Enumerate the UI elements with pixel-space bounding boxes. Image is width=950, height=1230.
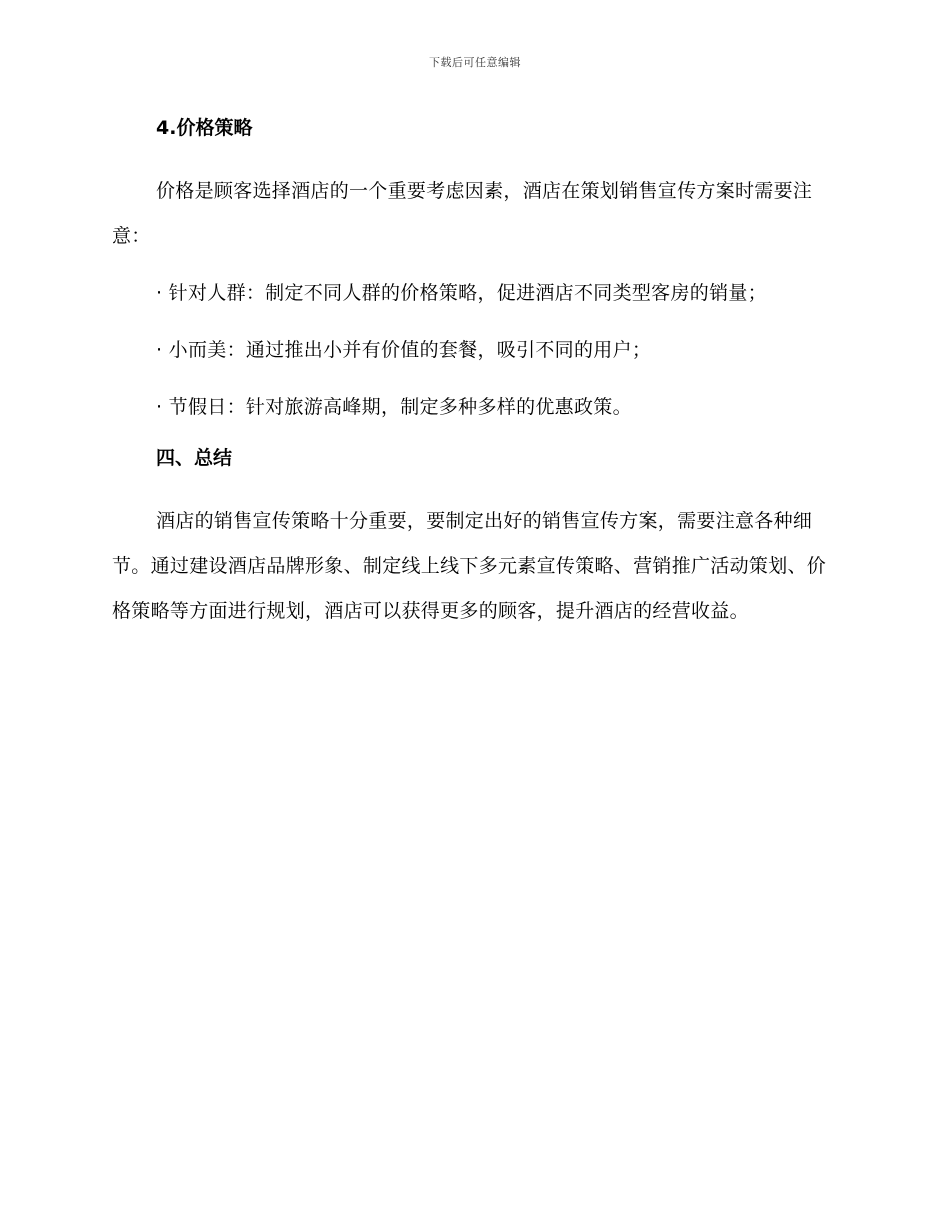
section-heading-summary: 四、总结 bbox=[156, 447, 233, 469]
section-heading-pricing: 4.价格策略 bbox=[156, 117, 253, 139]
summary-paragraph: 酒店的销售宣传策略十分重要，要制定出好的销售宣传方案，需要注意各种细节。通过建设酒店品牌形象、制定线上线下多元素宣传策略、营销推广活动策划、价格策略等方面进行规划，酒店可以获得更多的顾客，提升酒店的经营收益。 bbox=[112, 510, 827, 622]
bullet-holidays: · 节假日：针对旅游高峰期，制定多种多样的优惠政策。 bbox=[156, 396, 632, 418]
bullet-small-beautiful: · 小而美：通过推出小并有价值的套餐，吸引不同的用户； bbox=[156, 339, 652, 361]
pricing-intro-paragraph: 价格是顾客选择酒店的一个重要考虑因素，酒店在策划销售宣传方案时需要注意： bbox=[112, 180, 813, 247]
page-header: 下载后可任意编辑 bbox=[429, 56, 521, 69]
document-body bbox=[112, 112, 832, 646]
bullet-target-group: · 针对人群：制定不同人群的价格策略，促进酒店不同类型客房的销量； bbox=[156, 282, 767, 304]
